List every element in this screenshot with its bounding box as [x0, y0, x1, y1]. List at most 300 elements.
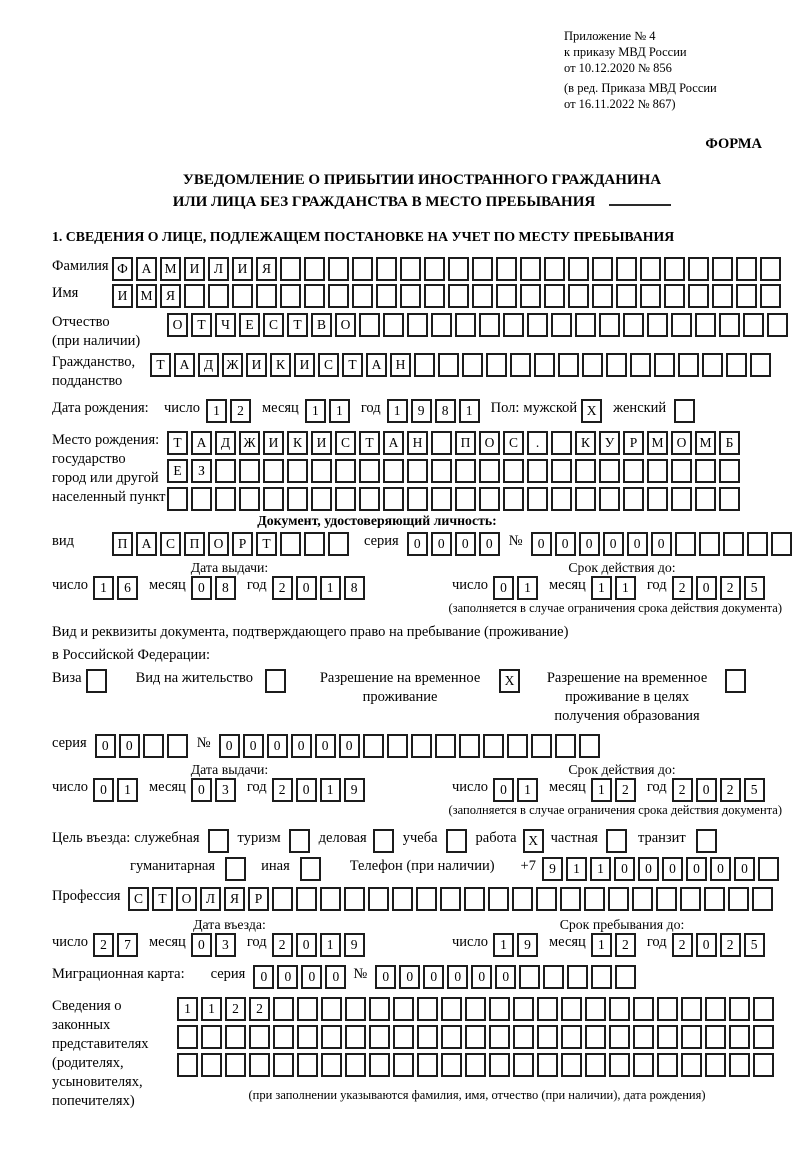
char-box[interactable]: [455, 313, 476, 337]
char-box[interactable]: И: [184, 257, 205, 281]
char-box[interactable]: 6: [117, 576, 138, 600]
char-box[interactable]: [424, 284, 445, 308]
char-box[interactable]: [736, 257, 757, 281]
char-box[interactable]: [616, 284, 637, 308]
char-box[interactable]: 2: [672, 933, 693, 957]
char-box[interactable]: Т: [359, 431, 380, 455]
char-box[interactable]: [608, 887, 629, 911]
char-box[interactable]: [263, 459, 284, 483]
char-box[interactable]: Я: [256, 257, 277, 281]
char-box[interactable]: [479, 313, 500, 337]
char-box[interactable]: [424, 257, 445, 281]
char-box[interactable]: 1: [117, 778, 138, 802]
char-box[interactable]: [393, 997, 414, 1021]
char-box[interactable]: [369, 997, 390, 1021]
char-box[interactable]: [411, 734, 432, 758]
char-box[interactable]: [729, 1053, 750, 1077]
char-box[interactable]: 0: [296, 933, 317, 957]
char-box[interactable]: [369, 1025, 390, 1049]
char-box[interactable]: [592, 284, 613, 308]
char-box[interactable]: 0: [291, 734, 312, 758]
char-box[interactable]: [561, 1053, 582, 1077]
char-box[interactable]: [414, 353, 435, 377]
char-box[interactable]: [472, 257, 493, 281]
char-box[interactable]: [606, 353, 627, 377]
char-box[interactable]: 1: [566, 857, 587, 881]
char-box[interactable]: [249, 1053, 270, 1077]
char-box[interactable]: 9: [344, 778, 365, 802]
char-box[interactable]: С: [263, 313, 284, 337]
char-box[interactable]: [640, 257, 661, 281]
char-box[interactable]: [585, 997, 606, 1021]
char-box[interactable]: [376, 257, 397, 281]
char-box[interactable]: [671, 459, 692, 483]
char-box[interactable]: С: [503, 431, 524, 455]
char-box[interactable]: 0: [253, 965, 274, 989]
char-box[interactable]: Л: [208, 257, 229, 281]
char-box[interactable]: 0: [315, 734, 336, 758]
char-box[interactable]: [507, 734, 528, 758]
char-box[interactable]: [459, 734, 480, 758]
char-box[interactable]: [623, 459, 644, 483]
char-box[interactable]: [512, 887, 533, 911]
char-box[interactable]: 1: [93, 576, 114, 600]
char-box[interactable]: 1: [591, 778, 612, 802]
char-box[interactable]: 0: [399, 965, 420, 989]
char-box[interactable]: [736, 284, 757, 308]
char-box[interactable]: [630, 353, 651, 377]
char-box[interactable]: X: [499, 669, 520, 693]
char-box[interactable]: [479, 487, 500, 511]
char-box[interactable]: 0: [734, 857, 755, 881]
char-box[interactable]: 1: [177, 997, 198, 1021]
char-box[interactable]: [633, 1025, 654, 1049]
char-box[interactable]: [767, 313, 788, 337]
char-box[interactable]: [417, 1025, 438, 1049]
char-box[interactable]: [729, 1025, 750, 1049]
char-box[interactable]: 0: [710, 857, 731, 881]
char-box[interactable]: [729, 997, 750, 1021]
char-box[interactable]: [345, 1053, 366, 1077]
char-box[interactable]: О: [671, 431, 692, 455]
char-box[interactable]: 0: [638, 857, 659, 881]
char-box[interactable]: [615, 965, 636, 989]
char-box[interactable]: [664, 284, 685, 308]
char-box[interactable]: 2: [615, 778, 636, 802]
char-box[interactable]: 0: [375, 965, 396, 989]
char-box[interactable]: Б: [719, 431, 740, 455]
char-box[interactable]: Ж: [239, 431, 260, 455]
char-box[interactable]: 1: [387, 399, 408, 423]
char-box[interactable]: [249, 1025, 270, 1049]
char-box[interactable]: [359, 459, 380, 483]
char-box[interactable]: Т: [150, 353, 171, 377]
char-box[interactable]: [654, 353, 675, 377]
char-box[interactable]: А: [366, 353, 387, 377]
char-box[interactable]: [289, 829, 310, 853]
char-box[interactable]: [177, 1025, 198, 1049]
char-box[interactable]: [296, 887, 317, 911]
char-box[interactable]: Е: [167, 459, 188, 483]
char-box[interactable]: [585, 1025, 606, 1049]
char-box[interactable]: [543, 965, 564, 989]
char-box[interactable]: [520, 257, 541, 281]
char-box[interactable]: [560, 887, 581, 911]
char-box[interactable]: [383, 313, 404, 337]
char-box[interactable]: [489, 1053, 510, 1077]
char-box[interactable]: И: [294, 353, 315, 377]
char-box[interactable]: [225, 1053, 246, 1077]
char-box[interactable]: 0: [696, 778, 717, 802]
char-box[interactable]: [441, 1025, 462, 1049]
char-box[interactable]: 8: [215, 576, 236, 600]
char-box[interactable]: [335, 459, 356, 483]
char-box[interactable]: [675, 532, 696, 556]
char-box[interactable]: О: [479, 431, 500, 455]
char-box[interactable]: [191, 487, 212, 511]
char-box[interactable]: 1: [320, 576, 341, 600]
char-box[interactable]: [527, 487, 548, 511]
char-box[interactable]: [363, 734, 384, 758]
char-box[interactable]: 0: [614, 857, 635, 881]
char-box[interactable]: [479, 459, 500, 483]
char-box[interactable]: [696, 829, 717, 853]
char-box[interactable]: [671, 487, 692, 511]
char-box[interactable]: [287, 487, 308, 511]
char-box[interactable]: 0: [296, 778, 317, 802]
char-box[interactable]: .: [527, 431, 548, 455]
char-box[interactable]: [265, 669, 286, 693]
char-box[interactable]: Т: [191, 313, 212, 337]
char-box[interactable]: [688, 284, 709, 308]
char-box[interactable]: [86, 669, 107, 693]
char-box[interactable]: А: [191, 431, 212, 455]
char-box[interactable]: [647, 313, 668, 337]
char-box[interactable]: [503, 459, 524, 483]
char-box[interactable]: [352, 257, 373, 281]
char-box[interactable]: [503, 487, 524, 511]
char-box[interactable]: П: [112, 532, 133, 556]
char-box[interactable]: [616, 257, 637, 281]
char-box[interactable]: [719, 313, 740, 337]
char-box[interactable]: [311, 459, 332, 483]
char-box[interactable]: И: [311, 431, 332, 455]
char-box[interactable]: [623, 487, 644, 511]
char-box[interactable]: [225, 857, 246, 881]
char-box[interactable]: [591, 965, 612, 989]
char-box[interactable]: 0: [95, 734, 116, 758]
char-box[interactable]: [215, 459, 236, 483]
char-box[interactable]: [647, 459, 668, 483]
char-box[interactable]: [699, 532, 720, 556]
char-box[interactable]: 1: [329, 399, 350, 423]
char-box[interactable]: 0: [301, 965, 322, 989]
char-box[interactable]: [321, 1053, 342, 1077]
char-box[interactable]: [407, 487, 428, 511]
char-box[interactable]: [551, 313, 572, 337]
char-box[interactable]: [368, 887, 389, 911]
char-box[interactable]: 0: [119, 734, 140, 758]
char-box[interactable]: [345, 1025, 366, 1049]
char-box[interactable]: Ж: [222, 353, 243, 377]
char-box[interactable]: [435, 734, 456, 758]
char-box[interactable]: Т: [287, 313, 308, 337]
char-box[interactable]: [575, 459, 596, 483]
char-box[interactable]: [431, 431, 452, 455]
char-box[interactable]: 0: [603, 532, 624, 556]
char-box[interactable]: С: [318, 353, 339, 377]
char-box[interactable]: Я: [160, 284, 181, 308]
char-box[interactable]: [568, 284, 589, 308]
char-box[interactable]: [558, 353, 579, 377]
char-box[interactable]: 1: [517, 576, 538, 600]
char-box[interactable]: [695, 487, 716, 511]
char-box[interactable]: Р: [232, 532, 253, 556]
char-box[interactable]: [633, 1053, 654, 1077]
char-box[interactable]: 2: [615, 933, 636, 957]
char-box[interactable]: 0: [191, 778, 212, 802]
char-box[interactable]: [609, 997, 630, 1021]
char-box[interactable]: 2: [225, 997, 246, 1021]
char-box[interactable]: Т: [167, 431, 188, 455]
char-box[interactable]: Р: [248, 887, 269, 911]
char-box[interactable]: [438, 353, 459, 377]
char-box[interactable]: [584, 887, 605, 911]
char-box[interactable]: 1: [615, 576, 636, 600]
char-box[interactable]: [568, 257, 589, 281]
char-box[interactable]: 0: [696, 933, 717, 957]
char-box[interactable]: 0: [686, 857, 707, 881]
char-box[interactable]: 2: [230, 399, 251, 423]
char-box[interactable]: 1: [201, 997, 222, 1021]
char-box[interactable]: [280, 532, 301, 556]
char-box[interactable]: [544, 284, 565, 308]
char-box[interactable]: [304, 532, 325, 556]
char-box[interactable]: [215, 487, 236, 511]
char-box[interactable]: 2: [93, 933, 114, 957]
char-box[interactable]: В: [311, 313, 332, 337]
char-box[interactable]: [575, 487, 596, 511]
char-box[interactable]: Т: [342, 353, 363, 377]
char-box[interactable]: 1: [493, 933, 514, 957]
char-box[interactable]: 8: [344, 576, 365, 600]
char-box[interactable]: [328, 284, 349, 308]
char-box[interactable]: [455, 487, 476, 511]
char-box[interactable]: Ч: [215, 313, 236, 337]
char-box[interactable]: [287, 459, 308, 483]
char-box[interactable]: [681, 997, 702, 1021]
char-box[interactable]: [527, 459, 548, 483]
char-box[interactable]: 1: [320, 778, 341, 802]
char-box[interactable]: [369, 1053, 390, 1077]
char-box[interactable]: Н: [407, 431, 428, 455]
char-box[interactable]: [561, 1025, 582, 1049]
char-box[interactable]: 2: [272, 576, 293, 600]
char-box[interactable]: [297, 997, 318, 1021]
char-box[interactable]: К: [270, 353, 291, 377]
char-box[interactable]: [225, 1025, 246, 1049]
char-box[interactable]: [656, 887, 677, 911]
char-box[interactable]: [441, 997, 462, 1021]
char-box[interactable]: [489, 1025, 510, 1049]
char-box[interactable]: 2: [720, 933, 741, 957]
char-box[interactable]: [300, 857, 321, 881]
char-box[interactable]: [465, 1053, 486, 1077]
char-box[interactable]: 1: [591, 576, 612, 600]
char-box[interactable]: 0: [267, 734, 288, 758]
char-box[interactable]: И: [246, 353, 267, 377]
char-box[interactable]: [510, 353, 531, 377]
char-box[interactable]: 0: [431, 532, 452, 556]
char-box[interactable]: 2: [672, 778, 693, 802]
char-box[interactable]: [758, 857, 779, 881]
char-box[interactable]: Л: [200, 887, 221, 911]
char-box[interactable]: О: [208, 532, 229, 556]
char-box[interactable]: [383, 459, 404, 483]
char-box[interactable]: [725, 669, 746, 693]
char-box[interactable]: [633, 997, 654, 1021]
char-box[interactable]: [555, 734, 576, 758]
char-box[interactable]: [167, 734, 188, 758]
char-box[interactable]: 0: [93, 778, 114, 802]
char-box[interactable]: [496, 284, 517, 308]
char-box[interactable]: П: [455, 431, 476, 455]
char-box[interactable]: [416, 887, 437, 911]
char-box[interactable]: [726, 353, 747, 377]
char-box[interactable]: [503, 313, 524, 337]
char-box[interactable]: 0: [662, 857, 683, 881]
char-box[interactable]: [688, 257, 709, 281]
char-box[interactable]: [599, 487, 620, 511]
char-box[interactable]: [440, 887, 461, 911]
char-box[interactable]: [534, 353, 555, 377]
char-box[interactable]: [448, 284, 469, 308]
char-box[interactable]: [537, 1053, 558, 1077]
char-box[interactable]: М: [647, 431, 668, 455]
char-box[interactable]: 0: [479, 532, 500, 556]
char-box[interactable]: О: [176, 887, 197, 911]
char-box[interactable]: Ф: [112, 257, 133, 281]
char-box[interactable]: [489, 997, 510, 1021]
char-box[interactable]: [582, 353, 603, 377]
char-box[interactable]: Н: [390, 353, 411, 377]
char-box[interactable]: [695, 313, 716, 337]
char-box[interactable]: 2: [272, 933, 293, 957]
char-box[interactable]: [208, 829, 229, 853]
char-box[interactable]: [712, 284, 733, 308]
char-box[interactable]: П: [184, 532, 205, 556]
char-box[interactable]: С: [128, 887, 149, 911]
char-box[interactable]: [239, 487, 260, 511]
char-box[interactable]: [606, 829, 627, 853]
char-box[interactable]: [760, 257, 781, 281]
char-box[interactable]: 0: [423, 965, 444, 989]
char-box[interactable]: 0: [555, 532, 576, 556]
char-box[interactable]: [678, 353, 699, 377]
char-box[interactable]: [551, 487, 572, 511]
char-box[interactable]: 2: [672, 576, 693, 600]
char-box[interactable]: [483, 734, 504, 758]
char-box[interactable]: [280, 257, 301, 281]
char-box[interactable]: [657, 997, 678, 1021]
char-box[interactable]: 0: [495, 965, 516, 989]
char-box[interactable]: [723, 532, 744, 556]
char-box[interactable]: У: [599, 431, 620, 455]
char-box[interactable]: [486, 353, 507, 377]
char-box[interactable]: [462, 353, 483, 377]
char-box[interactable]: 9: [344, 933, 365, 957]
char-box[interactable]: [695, 459, 716, 483]
char-box[interactable]: [359, 487, 380, 511]
char-box[interactable]: И: [232, 257, 253, 281]
char-box[interactable]: [513, 1053, 534, 1077]
char-box[interactable]: [455, 459, 476, 483]
char-box[interactable]: 0: [471, 965, 492, 989]
char-box[interactable]: [567, 965, 588, 989]
char-box[interactable]: И: [112, 284, 133, 308]
char-box[interactable]: 0: [493, 576, 514, 600]
char-box[interactable]: 0: [325, 965, 346, 989]
char-box[interactable]: X: [523, 829, 544, 853]
char-box[interactable]: [674, 399, 695, 423]
char-box[interactable]: [702, 353, 723, 377]
char-box[interactable]: 0: [493, 778, 514, 802]
char-box[interactable]: [712, 257, 733, 281]
char-box[interactable]: 0: [651, 532, 672, 556]
char-box[interactable]: 0: [219, 734, 240, 758]
char-box[interactable]: [373, 829, 394, 853]
char-box[interactable]: [585, 1053, 606, 1077]
char-box[interactable]: [536, 887, 557, 911]
char-box[interactable]: О: [167, 313, 188, 337]
char-box[interactable]: [513, 1025, 534, 1049]
char-box[interactable]: [704, 887, 725, 911]
char-box[interactable]: [393, 1053, 414, 1077]
char-box[interactable]: 0: [296, 576, 317, 600]
char-box[interactable]: [760, 284, 781, 308]
char-box[interactable]: [184, 284, 205, 308]
char-box[interactable]: 0: [627, 532, 648, 556]
char-box[interactable]: С: [160, 532, 181, 556]
char-box[interactable]: [599, 313, 620, 337]
char-box[interactable]: [431, 487, 452, 511]
char-box[interactable]: [488, 887, 509, 911]
char-box[interactable]: [681, 1025, 702, 1049]
char-box[interactable]: [344, 887, 365, 911]
char-box[interactable]: 1: [517, 778, 538, 802]
char-box[interactable]: [167, 487, 188, 511]
char-box[interactable]: [520, 284, 541, 308]
char-box[interactable]: 0: [191, 933, 212, 957]
char-box[interactable]: 9: [517, 933, 538, 957]
char-box[interactable]: [201, 1053, 222, 1077]
char-box[interactable]: [728, 887, 749, 911]
char-box[interactable]: [753, 997, 774, 1021]
char-box[interactable]: [431, 459, 452, 483]
char-box[interactable]: К: [575, 431, 596, 455]
char-box[interactable]: [446, 829, 467, 853]
char-box[interactable]: [272, 887, 293, 911]
char-box[interactable]: 2: [249, 997, 270, 1021]
char-box[interactable]: 0: [191, 576, 212, 600]
char-box[interactable]: А: [136, 532, 157, 556]
char-box[interactable]: [320, 887, 341, 911]
char-box[interactable]: 0: [277, 965, 298, 989]
char-box[interactable]: О: [335, 313, 356, 337]
char-box[interactable]: [531, 734, 552, 758]
char-box[interactable]: [680, 887, 701, 911]
char-box[interactable]: М: [695, 431, 716, 455]
